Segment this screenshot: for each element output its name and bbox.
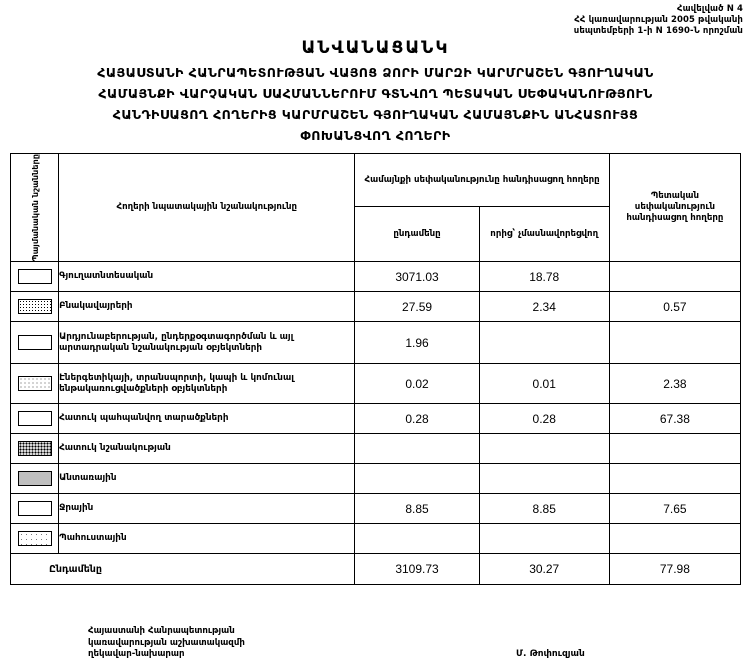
table-row [11,364,741,404]
row-free: 8.85 [479,494,609,524]
table-row [11,464,741,494]
row-state [609,524,740,554]
signature-line-1: Հայաստանի Հանրապետության [88,626,235,636]
row-name: Ջրային [59,494,355,524]
annex-line-3: սեպտեմբերի 1-ի N 1690-Ն որոշման [573,26,743,36]
land-table-wrapper [10,153,741,585]
header-symbol-label: Պայմանական նշանները [29,154,40,262]
table-row [11,262,741,292]
row-swatch [11,434,59,464]
row-free [479,464,609,494]
pattern-swatch-icon [18,299,52,314]
document-subtitle [0,62,751,146]
row-free [479,524,609,554]
row-free: 0.01 [479,364,609,404]
pattern-swatch-icon [18,411,52,426]
annex-line-1: Հավելված N 4 [676,4,743,14]
row-state [609,262,740,292]
pattern-swatch-icon [18,471,52,486]
pattern-swatch-icon [18,335,52,350]
pattern-swatch-icon [18,531,52,546]
row-total: 27.59 [355,292,479,322]
page-title: ԱՆՎԱՆԱՑԱՆԿ [301,38,450,58]
row-swatch [11,364,59,404]
row-name: Հատուկ պահպանվող տարածքների [59,404,355,434]
row-free [479,434,609,464]
header-subtotal: ընդամենը [355,207,479,262]
row-free: 2.34 [479,292,609,322]
table-row [11,524,741,554]
table-row [11,404,741,434]
header-state-lands: Պետական սեփականություն հանդիսացող հողերը [609,154,740,262]
row-total: 1.96 [355,322,479,364]
header-symbol [11,154,59,262]
row-swatch [11,524,59,554]
table-row [11,434,741,464]
row-swatch [11,464,59,494]
row-free: 0.28 [479,404,609,434]
signature-name: Մ. Թոփուզյան [516,649,585,659]
subtitle-line-2: ՀԱՄԱՅՆՔԻ ՎԱՐՉԱԿԱՆ ՍԱՀՄԱՆՆԵՐՈՒՄ ԳՏՆՎՈՂ ՊԵՏԱԿԱՆ ՍԵՓԱԿԱՆՈՒԹՅՈՒՆ [98,86,653,101]
row-state [609,322,740,364]
row-name: Արդյունաբերության, ընդերքօգտագործման և այլ արտադրական նշանակության օբյեկտների [59,322,355,364]
subtitle-line-4: ՓՈԽԱՆՑՎՈՂ ՀՈՂԵՐԻ [300,128,451,143]
subtitle-line-3: ՀԱՆԴԻՍԱՑՈՂ ՀՈՂԵՐԻՑ ԿԱՐՄՐԱՇԵՆ ԳՅՈՒՂԱԿԱՆ ՀԱՄԱՅՆՔԻՆ ԱՆՀԱՏՈՒՅՑ [112,107,639,122]
signature-line-2: կառավարության աշխատակազմի [88,637,245,648]
row-state: 0.57 [609,292,740,322]
row-name: Բնակավայրերի [59,292,355,322]
row-state [609,434,740,464]
row-swatch [11,262,59,292]
pattern-swatch-icon [18,269,52,284]
header-land-purpose: Հողերի նպատակային նշանակությունը [59,154,355,262]
total-label: Ընդամենը [11,554,355,585]
table-row [11,494,741,524]
total-total: 3109.73 [355,554,479,585]
annex-reference [574,4,743,37]
row-total: 0.02 [355,364,479,404]
row-name: Հատուկ նշանակության [59,434,355,464]
row-total [355,464,479,494]
total-free: 30.27 [479,554,609,585]
table-row [11,322,741,364]
table-header-row-1 [11,154,741,207]
row-state: 2.38 [609,364,740,404]
row-name: Էներգետիկայի, տրանսպորտի, կապի և կոմունալ ենթակառուցվածքների օբյեկտների [59,364,355,404]
row-name: Գյուղատնտեսական [59,262,355,292]
land-table [10,153,741,585]
signature-line-3: ղեկավար-նախարար [88,649,185,659]
subtitle-line-1: ՀԱՅԱՍՏԱՆԻ ՀԱՆՐԱՊԵՏՈՒԹՅԱՆ ՎԱՅՈՑ ՁՈՐԻ ՄԱՐԶԻ ԿԱՐՄՐԱՇԵՆ ԳՅՈՒՂԱԿԱՆ [97,65,654,80]
table-total-row [11,554,741,585]
row-total: 8.85 [355,494,479,524]
row-total [355,434,479,464]
row-name: Անտառային [59,464,355,494]
row-total: 0.28 [355,404,479,434]
row-free: 18.78 [479,262,609,292]
row-state: 7.65 [609,494,740,524]
row-name: Պահուստային [59,524,355,554]
pattern-swatch-icon [18,441,52,456]
row-state: 67.38 [609,404,740,434]
total-state: 77.98 [609,554,740,585]
pattern-swatch-icon [18,501,52,516]
row-swatch [11,494,59,524]
pattern-swatch-icon [18,376,52,391]
row-total [355,524,479,554]
row-swatch [11,404,59,434]
row-swatch [11,322,59,364]
row-state [609,464,740,494]
row-total: 3071.03 [355,262,479,292]
row-swatch [11,292,59,322]
signature-block-title [88,626,245,661]
annex-line-2: ՀՀ կառավարության 2005 թվականի [574,15,743,25]
row-free [479,322,609,364]
header-community-group: Համայնքի սեփականությունը հանդիսացող հողերը [355,154,609,207]
table-row [11,292,741,322]
header-nonprivatized: որից՝ չմասնավորեցվող [479,207,609,262]
